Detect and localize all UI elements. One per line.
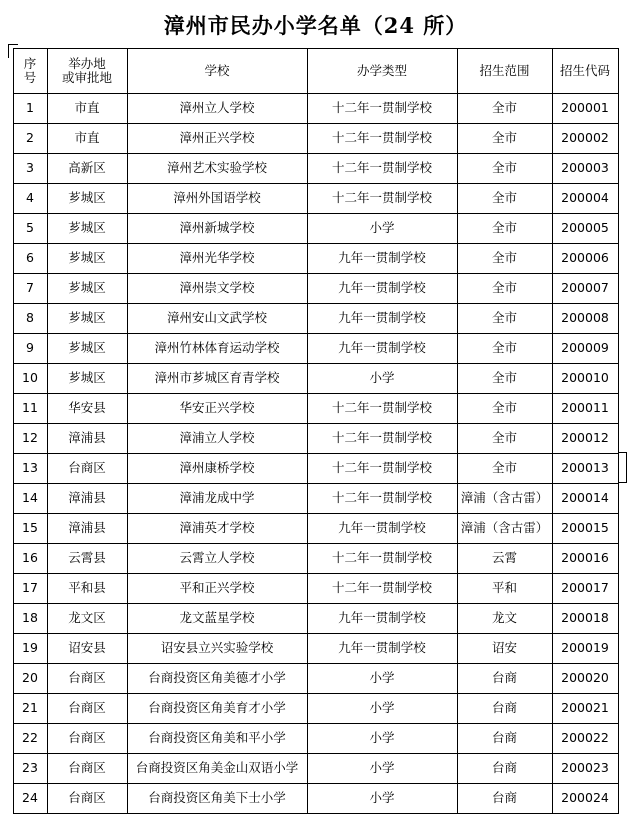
- cell-school: 漳州艺术实验学校: [127, 154, 307, 184]
- cell-code: 200018: [552, 604, 618, 634]
- cell-area: 芗城区: [47, 334, 127, 364]
- cell-type: 十二年一贯制学校: [307, 184, 457, 214]
- cell-type: 小学: [307, 784, 457, 814]
- cell-code: 200020: [552, 664, 618, 694]
- cell-code: 200002: [552, 124, 618, 154]
- cell-scope: 台商: [457, 724, 552, 754]
- cell-index: 17: [13, 574, 47, 604]
- cell-code: 200010: [552, 364, 618, 394]
- cell-type: 十二年一贯制学校: [307, 154, 457, 184]
- cell-area: 台商区: [47, 694, 127, 724]
- cell-code: 200011: [552, 394, 618, 424]
- table-row: [13, 214, 618, 244]
- cell-scope: 全市: [457, 214, 552, 244]
- cell-code: 200024: [552, 784, 618, 814]
- cell-scope: 全市: [457, 394, 552, 424]
- table-row: [13, 394, 618, 424]
- table-row: [13, 274, 618, 304]
- table-row: [13, 454, 618, 484]
- cell-type: 十二年一贯制学校: [307, 454, 457, 484]
- column-header-school: 学校: [127, 49, 307, 94]
- table-header: [13, 49, 618, 94]
- cell-type: 九年一贯制学校: [307, 334, 457, 364]
- table-row: [13, 94, 618, 124]
- column-header-area: [47, 49, 127, 94]
- cell-school: 漳州立人学校: [127, 94, 307, 124]
- cell-index: 18: [13, 604, 47, 634]
- cell-index: 16: [13, 544, 47, 574]
- cell-code: 200013: [552, 454, 618, 484]
- cell-code: 200008: [552, 304, 618, 334]
- cell-school: 台商投资区角美金山双语小学: [127, 754, 307, 784]
- cell-school: 漳州市芗城区育青学校: [127, 364, 307, 394]
- table-row: [13, 754, 618, 784]
- cell-code: 200015: [552, 514, 618, 544]
- cell-scope: 漳浦（含古雷）: [457, 484, 552, 514]
- cell-type: 十二年一贯制学校: [307, 94, 457, 124]
- cell-school: 台商投资区角美下士小学: [127, 784, 307, 814]
- cell-type: 九年一贯制学校: [307, 514, 457, 544]
- column-header-scope: 招生范围: [457, 49, 552, 94]
- column-header-area-line1: 举办地: [68, 56, 106, 72]
- table-header-row: [13, 49, 618, 94]
- cell-scope: 全市: [457, 424, 552, 454]
- cell-index: 1: [13, 94, 47, 124]
- cell-type: 九年一贯制学校: [307, 244, 457, 274]
- cell-scope: 全市: [457, 184, 552, 214]
- cell-index: 20: [13, 664, 47, 694]
- cell-code: 200004: [552, 184, 618, 214]
- cell-school: 漳浦立人学校: [127, 424, 307, 454]
- cell-index: 21: [13, 694, 47, 724]
- cell-area: 芗城区: [47, 364, 127, 394]
- cell-code: 200023: [552, 754, 618, 784]
- cell-index: 5: [13, 214, 47, 244]
- cell-school: 台商投资区角美和平小学: [127, 724, 307, 754]
- cell-type: 小学: [307, 724, 457, 754]
- cell-index: 22: [13, 724, 47, 754]
- cell-scope: 全市: [457, 124, 552, 154]
- cell-code: 200014: [552, 484, 618, 514]
- cell-area: 漳浦县: [47, 424, 127, 454]
- page-title: 漳州市民办小学名单（24 所）: [163, 13, 468, 38]
- cell-type: 十二年一贯制学校: [307, 394, 457, 424]
- cell-code: 200005: [552, 214, 618, 244]
- column-header-index: [13, 49, 47, 94]
- cell-scope: 诏安: [457, 634, 552, 664]
- cell-scope: 台商: [457, 694, 552, 724]
- cell-area: 台商区: [47, 784, 127, 814]
- cell-index: 2: [13, 124, 47, 154]
- cell-area: 诏安县: [47, 634, 127, 664]
- cell-type: 小学: [307, 664, 457, 694]
- cell-area: 华安县: [47, 394, 127, 424]
- cell-area: 龙文区: [47, 604, 127, 634]
- cell-index: 7: [13, 274, 47, 304]
- cell-index: 24: [13, 784, 47, 814]
- table-row: [13, 604, 618, 634]
- column-header-area-line2: 或审批地: [61, 70, 112, 85]
- cell-school: 台商投资区角美德才小学: [127, 664, 307, 694]
- cell-area: 市直: [47, 124, 127, 154]
- column-header-index-line1: 序: [23, 56, 37, 72]
- cell-code: 200017: [552, 574, 618, 604]
- cell-scope: 全市: [457, 454, 552, 484]
- cell-school: 平和正兴学校: [127, 574, 307, 604]
- cell-type: 十二年一贯制学校: [307, 574, 457, 604]
- cell-scope: 龙文: [457, 604, 552, 634]
- scan-margin-mark-left: [8, 44, 9, 58]
- cell-school: 漳州光华学校: [127, 244, 307, 274]
- cell-index: 9: [13, 334, 47, 364]
- cell-scope: 全市: [457, 244, 552, 274]
- cell-type: 十二年一贯制学校: [307, 424, 457, 454]
- cell-scope: 台商: [457, 784, 552, 814]
- cell-school: 龙文蓝星学校: [127, 604, 307, 634]
- cell-scope: 台商: [457, 754, 552, 784]
- cell-code: 200006: [552, 244, 618, 274]
- table-row: [13, 334, 618, 364]
- cell-index: 23: [13, 754, 47, 784]
- cell-area: 芗城区: [47, 244, 127, 274]
- cell-index: 3: [13, 154, 47, 184]
- table-row: [13, 694, 618, 724]
- cell-index: 19: [13, 634, 47, 664]
- cell-type: 十二年一贯制学校: [307, 124, 457, 154]
- cell-school: 台商投资区角美育才小学: [127, 694, 307, 724]
- cell-area: 芗城区: [47, 214, 127, 244]
- cell-index: 15: [13, 514, 47, 544]
- cell-scope: 台商: [457, 664, 552, 694]
- cell-type: 九年一贯制学校: [307, 304, 457, 334]
- cell-scope: 全市: [457, 334, 552, 364]
- cell-index: 13: [13, 454, 47, 484]
- cell-type: 小学: [307, 754, 457, 784]
- cell-scope: 云霄: [457, 544, 552, 574]
- cell-area: 高新区: [47, 154, 127, 184]
- cell-area: 云霄县: [47, 544, 127, 574]
- cell-school: 漳州崇文学校: [127, 274, 307, 304]
- cell-type: 小学: [307, 694, 457, 724]
- cell-school: 诏安县立兴实验学校: [127, 634, 307, 664]
- table-row: [13, 724, 618, 754]
- cell-scope: 全市: [457, 274, 552, 304]
- scan-margin-mark-right-bottom: [619, 482, 627, 483]
- cell-type: 小学: [307, 364, 457, 394]
- cell-type: 小学: [307, 214, 457, 244]
- cell-scope: 全市: [457, 94, 552, 124]
- cell-index: 6: [13, 244, 47, 274]
- cell-school: 漳浦龙成中学: [127, 484, 307, 514]
- cell-area: 台商区: [47, 664, 127, 694]
- cell-school: 漳浦英才学校: [127, 514, 307, 544]
- cell-index: 11: [13, 394, 47, 424]
- cell-area: 台商区: [47, 754, 127, 784]
- table-row: [13, 364, 618, 394]
- cell-area: 市直: [47, 94, 127, 124]
- table-row: [13, 544, 618, 574]
- cell-area: 漳浦县: [47, 484, 127, 514]
- cell-area: 芗城区: [47, 184, 127, 214]
- cell-code: 200009: [552, 334, 618, 364]
- cell-scope: 全市: [457, 154, 552, 184]
- table-row: [13, 124, 618, 154]
- cell-type: 九年一贯制学校: [307, 604, 457, 634]
- cell-area: 漳浦县: [47, 514, 127, 544]
- cell-code: 200012: [552, 424, 618, 454]
- table-row: [13, 154, 618, 184]
- cell-index: 10: [13, 364, 47, 394]
- table-row: [13, 304, 618, 334]
- table-row: [13, 244, 618, 274]
- cell-code: 200001: [552, 94, 618, 124]
- column-header-type: 办学类型: [307, 49, 457, 94]
- scan-margin-mark-left-top: [8, 44, 18, 45]
- cell-index: 14: [13, 484, 47, 514]
- cell-area: 芗城区: [47, 304, 127, 334]
- table-row: [13, 184, 618, 214]
- cell-school: 漳州外国语学校: [127, 184, 307, 214]
- cell-scope: 漳浦（含古雷）: [457, 514, 552, 544]
- table-row: [13, 664, 618, 694]
- table-row: [13, 784, 618, 814]
- cell-area: 台商区: [47, 454, 127, 484]
- cell-type: 九年一贯制学校: [307, 274, 457, 304]
- private-primary-school-roster-table: [13, 48, 619, 814]
- cell-school: 漳州康桥学校: [127, 454, 307, 484]
- cell-area: 芗城区: [47, 274, 127, 304]
- cell-code: 200007: [552, 274, 618, 304]
- cell-code: 200021: [552, 694, 618, 724]
- cell-school: 漳州竹林体育运动学校: [127, 334, 307, 364]
- cell-scope: 全市: [457, 304, 552, 334]
- table-row: [13, 634, 618, 664]
- cell-type: 十二年一贯制学校: [307, 544, 457, 574]
- cell-scope: 平和: [457, 574, 552, 604]
- column-header-code: 招生代码: [552, 49, 618, 94]
- cell-school: 漳州安山文武学校: [127, 304, 307, 334]
- cell-type: 十二年一贯制学校: [307, 484, 457, 514]
- cell-area: 台商区: [47, 724, 127, 754]
- scan-margin-mark-right-side: [626, 452, 627, 482]
- cell-school: 漳州正兴学校: [127, 124, 307, 154]
- cell-school: 漳州新城学校: [127, 214, 307, 244]
- cell-code: 200022: [552, 724, 618, 754]
- cell-code: 200019: [552, 634, 618, 664]
- table-row: [13, 484, 618, 514]
- table-row: [13, 514, 618, 544]
- cell-school: 云霄立人学校: [127, 544, 307, 574]
- cell-index: 12: [13, 424, 47, 454]
- cell-code: 200003: [552, 154, 618, 184]
- cell-index: 8: [13, 304, 47, 334]
- column-header-index-line2: 号: [23, 70, 37, 85]
- cell-school: 华安正兴学校: [127, 394, 307, 424]
- table-row: [13, 424, 618, 454]
- cell-type: 九年一贯制学校: [307, 634, 457, 664]
- cell-index: 4: [13, 184, 47, 214]
- cell-area: 平和县: [47, 574, 127, 604]
- table-body: [13, 94, 618, 814]
- cell-scope: 全市: [457, 364, 552, 394]
- table-row: [13, 574, 618, 604]
- cell-code: 200016: [552, 544, 618, 574]
